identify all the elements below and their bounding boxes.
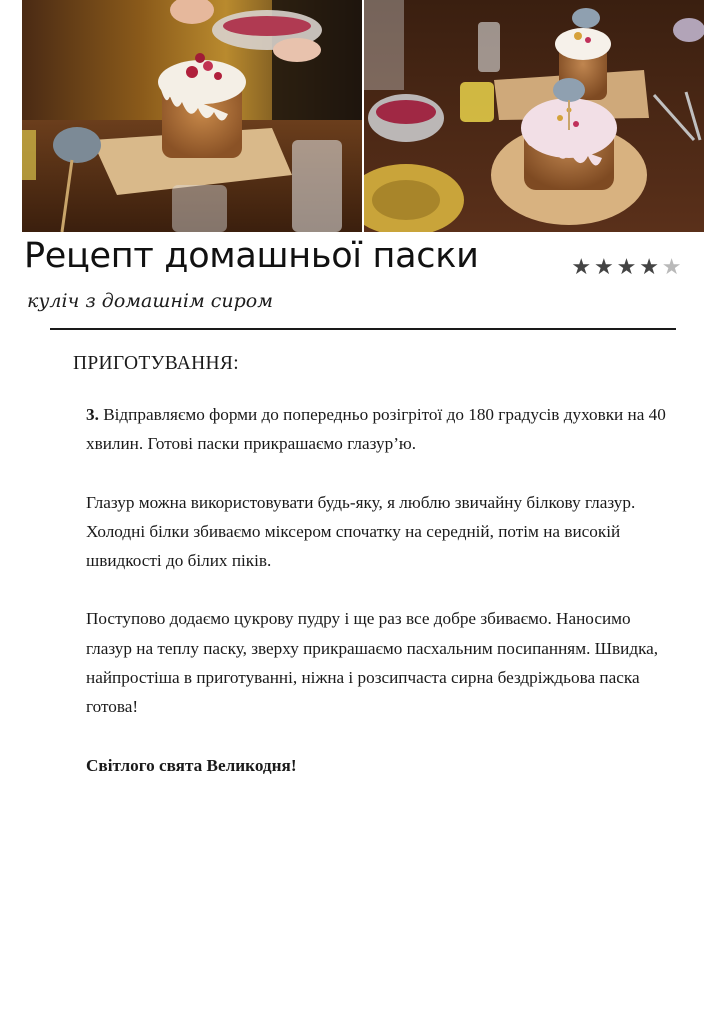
- decorating-paragraph: Поступово додаємо цукрову пудру і ще раз все добре збиваємо. Наносимо глазур на теплу паску, зверху прикрашаємо пасхальним посипанням. Швидка, найпростіша в приготуванні, ніжна і розсипчаста сирна бездріждьова паска готова!: [86, 609, 659, 717]
- star-filled-icon: ★: [616, 255, 637, 280]
- section-heading: ПРИГОТУВАННЯ:: [73, 353, 239, 374]
- recipe-subtitle: куліч з домашнім сиром: [27, 290, 273, 312]
- easter-cakes-table-photo: [364, 0, 704, 232]
- star-filled-icon: ★: [639, 255, 659, 280]
- step-text: Відправляємо форми до попередньо розігрітої до 180 градусів духовки на 40 хвилин. Готові паски прикрашаємо глазур’ю.: [86, 405, 666, 454]
- easter-cakes-table-photo-right: [364, 0, 704, 232]
- glaze-paragraph: Глазур можна використовувати будь-яку, я люблю звичайну білкову глазур. Холодні білки збиваємо міксером спочатку на середній, потім на високій швидкості до білих піків.: [86, 492, 636, 571]
- easter-cake-photo: [22, 0, 362, 232]
- star-rating: [570, 256, 683, 280]
- recipe-title: Рецепт домашньої паски: [24, 236, 479, 276]
- star-empty-icon: ★: [661, 255, 682, 280]
- divider: [50, 328, 676, 330]
- step-paragraph: [86, 400, 666, 459]
- recipe-content: [86, 400, 666, 780]
- easter-cake-photo-left: [22, 0, 362, 232]
- star-filled-icon: ★: [571, 255, 592, 280]
- star-filled-icon: ★: [594, 255, 614, 280]
- closing-greeting: Світлого свята Великодня!: [86, 755, 297, 775]
- step-number: 3.: [86, 405, 99, 424]
